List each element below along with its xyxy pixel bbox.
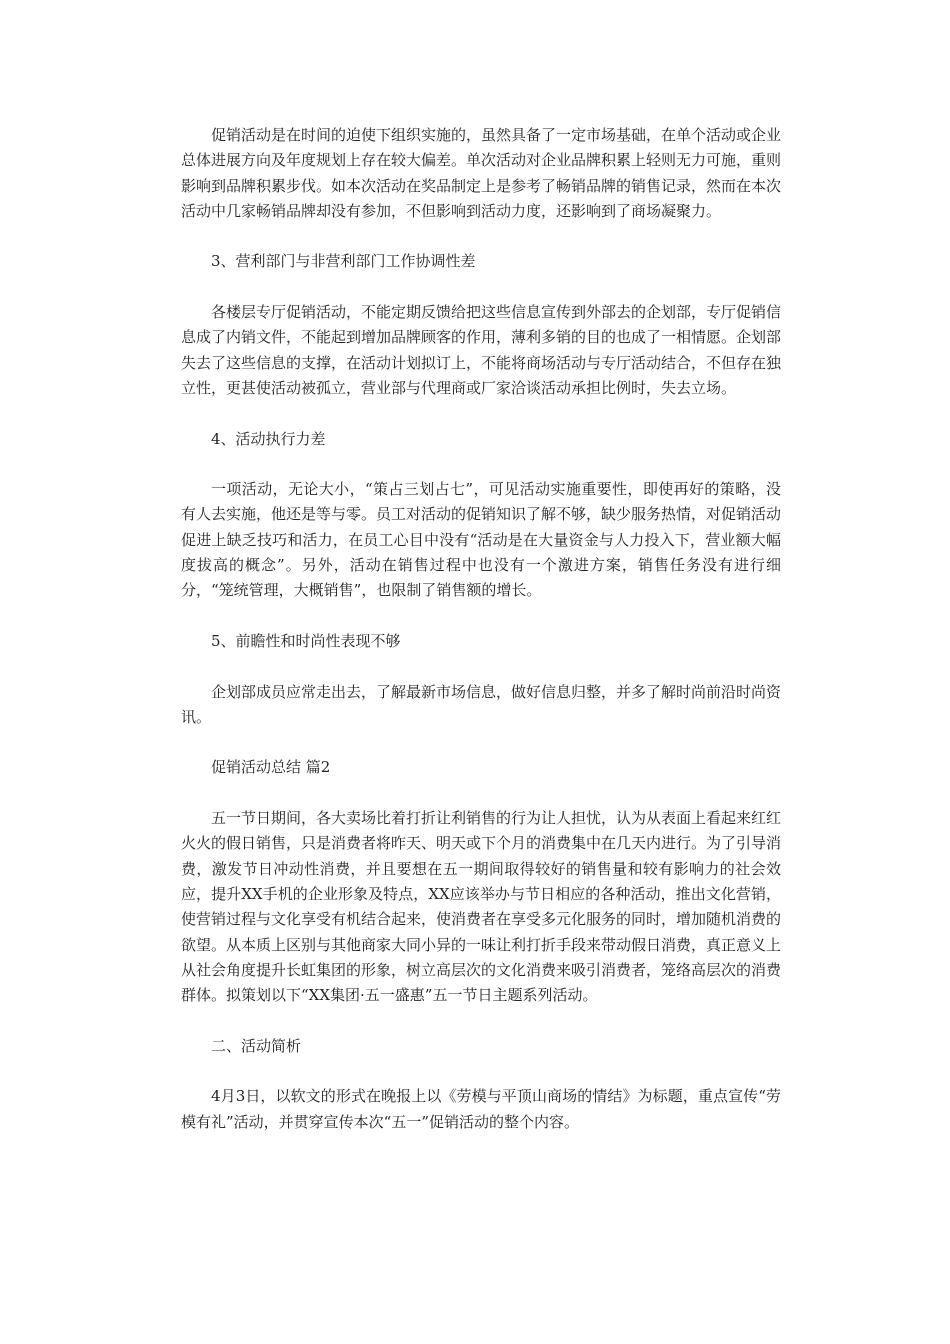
document-body bbox=[181, 123, 781, 1135]
paragraph-april-3-publicity: 4月3日，以软文的形式在晚报上以《劳模与平顶山商场的情结》为标题，重点宣传“劳模有礼”活动，并贯穿宣传本次“五一”促销活动的整个内容。 bbox=[181, 1087, 781, 1131]
paragraph-spacer bbox=[181, 1059, 781, 1084]
heading-section-5: 5、前瞻性和时尚性表现不够 bbox=[211, 631, 401, 650]
heading-section-3: 3、营利部门与非营利部门工作协调性差 bbox=[211, 252, 476, 271]
paragraph-execution: 一项活动，无论大小，“策占三划占七”，可见活动实施重要性，即使再好的策略，没有人去实施，他还是等与零。员工对活动的促销知识了解不够，缺少服务热情，对促销活动促进上缺乏技巧和活力，在员工心目中没有“活动是在大量资金与人力投入下，营业额大幅度拔高的概念”。另外，活动在销售过程中也没有一个激进方案，销售任务没有进行细分，“笼统管理，大概销售”，也限制了销售额的增长。 bbox=[181, 480, 782, 600]
paragraph-market-info: 企划部成员应常走出去，了解最新市场信息，做好信息归整，并多了解时尚前沿时尚资讯。 bbox=[181, 682, 782, 726]
heading-section-4: 4、活动执行力差 bbox=[211, 429, 326, 448]
paragraph-spacer bbox=[181, 730, 781, 755]
paragraph-spacer bbox=[181, 1008, 781, 1033]
paragraph-spacer bbox=[181, 224, 781, 249]
paragraph-spacer bbox=[181, 781, 781, 806]
heading-summary-part-2: 促销活动总结 篇2 bbox=[211, 758, 331, 777]
paragraph-spacer bbox=[181, 275, 781, 300]
paragraph-spacer bbox=[181, 654, 781, 679]
paragraph-promotion-deviation: 促销活动是在时间的迫使下组织实施的，虽然具备了一定市场基础，在单个活动或企业总体进展方向及年度规划上存在较大偏差。单次活动对企业品牌积累上轻则无力可施，重则影响到品牌积累步伐。如本次活动在奖品制定上是参考了畅销品牌的销售记录，然而在本次活动中几家畅销品牌却没有参加，不但影响到活动力度，还影响到了商场凝聚力。 bbox=[181, 126, 782, 220]
paragraph-may-day-plan: 五一节日期间，各大卖场比着打折让利销售的行为让人担忧，认为从表面上看起来红红火火的假日销售，只是消费者将昨天、明天或下个月的消费集中在几天内进行。为了引导消费，激发节日冲动性消费，并且要想在五一期间取得较好的销售量和较有影响力的社会效应，提升XX手机的企业形象及特点，XX应该举办与节日相应的各种活动，推出文化营销，使营销过程与文化享受有机结合起来，使消费者在享受多元化服务的同时，增加随机消费的欲望。从本质上区别与其他商家大同小异的一味让利打折手段来带动假日消费，真正意义上从社会角度提升长虹集团的形象，树立高层次的文化消费来吸引消费者，笼络高层次的消费群体。拟策划以下“XX集团·五一盛惠”五一节日主题系列活动。 bbox=[181, 809, 782, 1005]
paragraph-spacer bbox=[181, 604, 781, 629]
heading-activity-analysis: 二、活动简析 bbox=[211, 1036, 302, 1055]
paragraph-spacer bbox=[181, 452, 781, 477]
paragraph-spacer bbox=[181, 401, 781, 426]
paragraph-department-coordination: 各楼层专厅促销活动，不能定期反馈给把这些信息宣传到外部去的企划部，专厅促销信息成了内销文件，不能起到增加品牌顾客的作用，薄利多销的目的也成了一相情愿。企划部失去了这些信息的支撑，在活动计划拟订上，不能将商场活动与专厅活动结合，不但存在独立性，更甚使活动被孤立，营业部与代理商或厂家洽谈活动承担比例时，失去立场。 bbox=[181, 303, 782, 397]
